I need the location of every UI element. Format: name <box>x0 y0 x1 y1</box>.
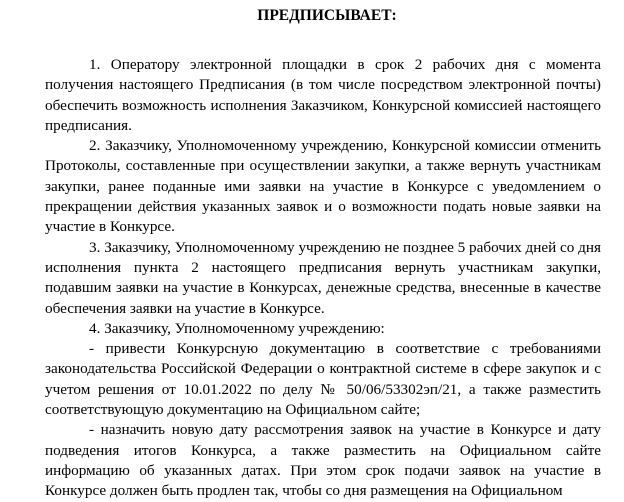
paragraph-4: 4. Заказчику, Уполномоченному учреждению: <box>89 319 385 337</box>
paragraph-1: 1. Оператору электронной площадки в срок 2 рабочих дня с момента получения настоящего Предписания (в том числе посредством электронной почты) обеспечить возможность исполнения Заказчиком, Конкурсной комиссией настоящего предписания. <box>45 56 601 134</box>
document-page <box>45 6 601 502</box>
paragraph-3: 3. Заказчику, Уполномоченному учреждению не позднее 5 рабочих дней со дня исполнения пункта 2 настоящего предписания вернуть участникам закупки, подавшим заявки на участие в Конкурсах, денежные средства, внесенные в качестве обеспечения заявки на участие в Конкурсе. <box>45 238 601 317</box>
paragraph-2: 2. Заказчику, Уполномоченному учреждению, Конкурсной комиссии отменить Протоколы, составленные при осуществлении закупки, а также вернуть участникам закупки, ранее поданные ими заявки на участие в Конкурсе с уведомлением о прекращении действия указанных заявок и о возможности подать новые заявки на участие в Конкурсе. <box>45 137 601 236</box>
paragraph-4-item-2: - назначить новую дату рассмотрения заявок на участие в Конкурсе и дату подведения итогов Конкурса, а также разместить на Официальном сайте информацию об указанных датах. При этом срок подачи заявок на участие в Конкурсе должен быть продлен так, чтобы со дня размещения на Официальном <box>45 421 601 500</box>
paragraph-4-item-1: - привести Конкурсную документацию в соответствие с требованиями законодательства Российской Федерации о контрактной системе в сфере закупок и с учетом решения от 10.01.2022 по делу № 50/06/53302эп/21, а также разместить соответствующую документацию на Официальном сайте; <box>45 340 601 419</box>
document-heading: ПРЕДПИСЫВАЕТ: <box>257 7 397 24</box>
